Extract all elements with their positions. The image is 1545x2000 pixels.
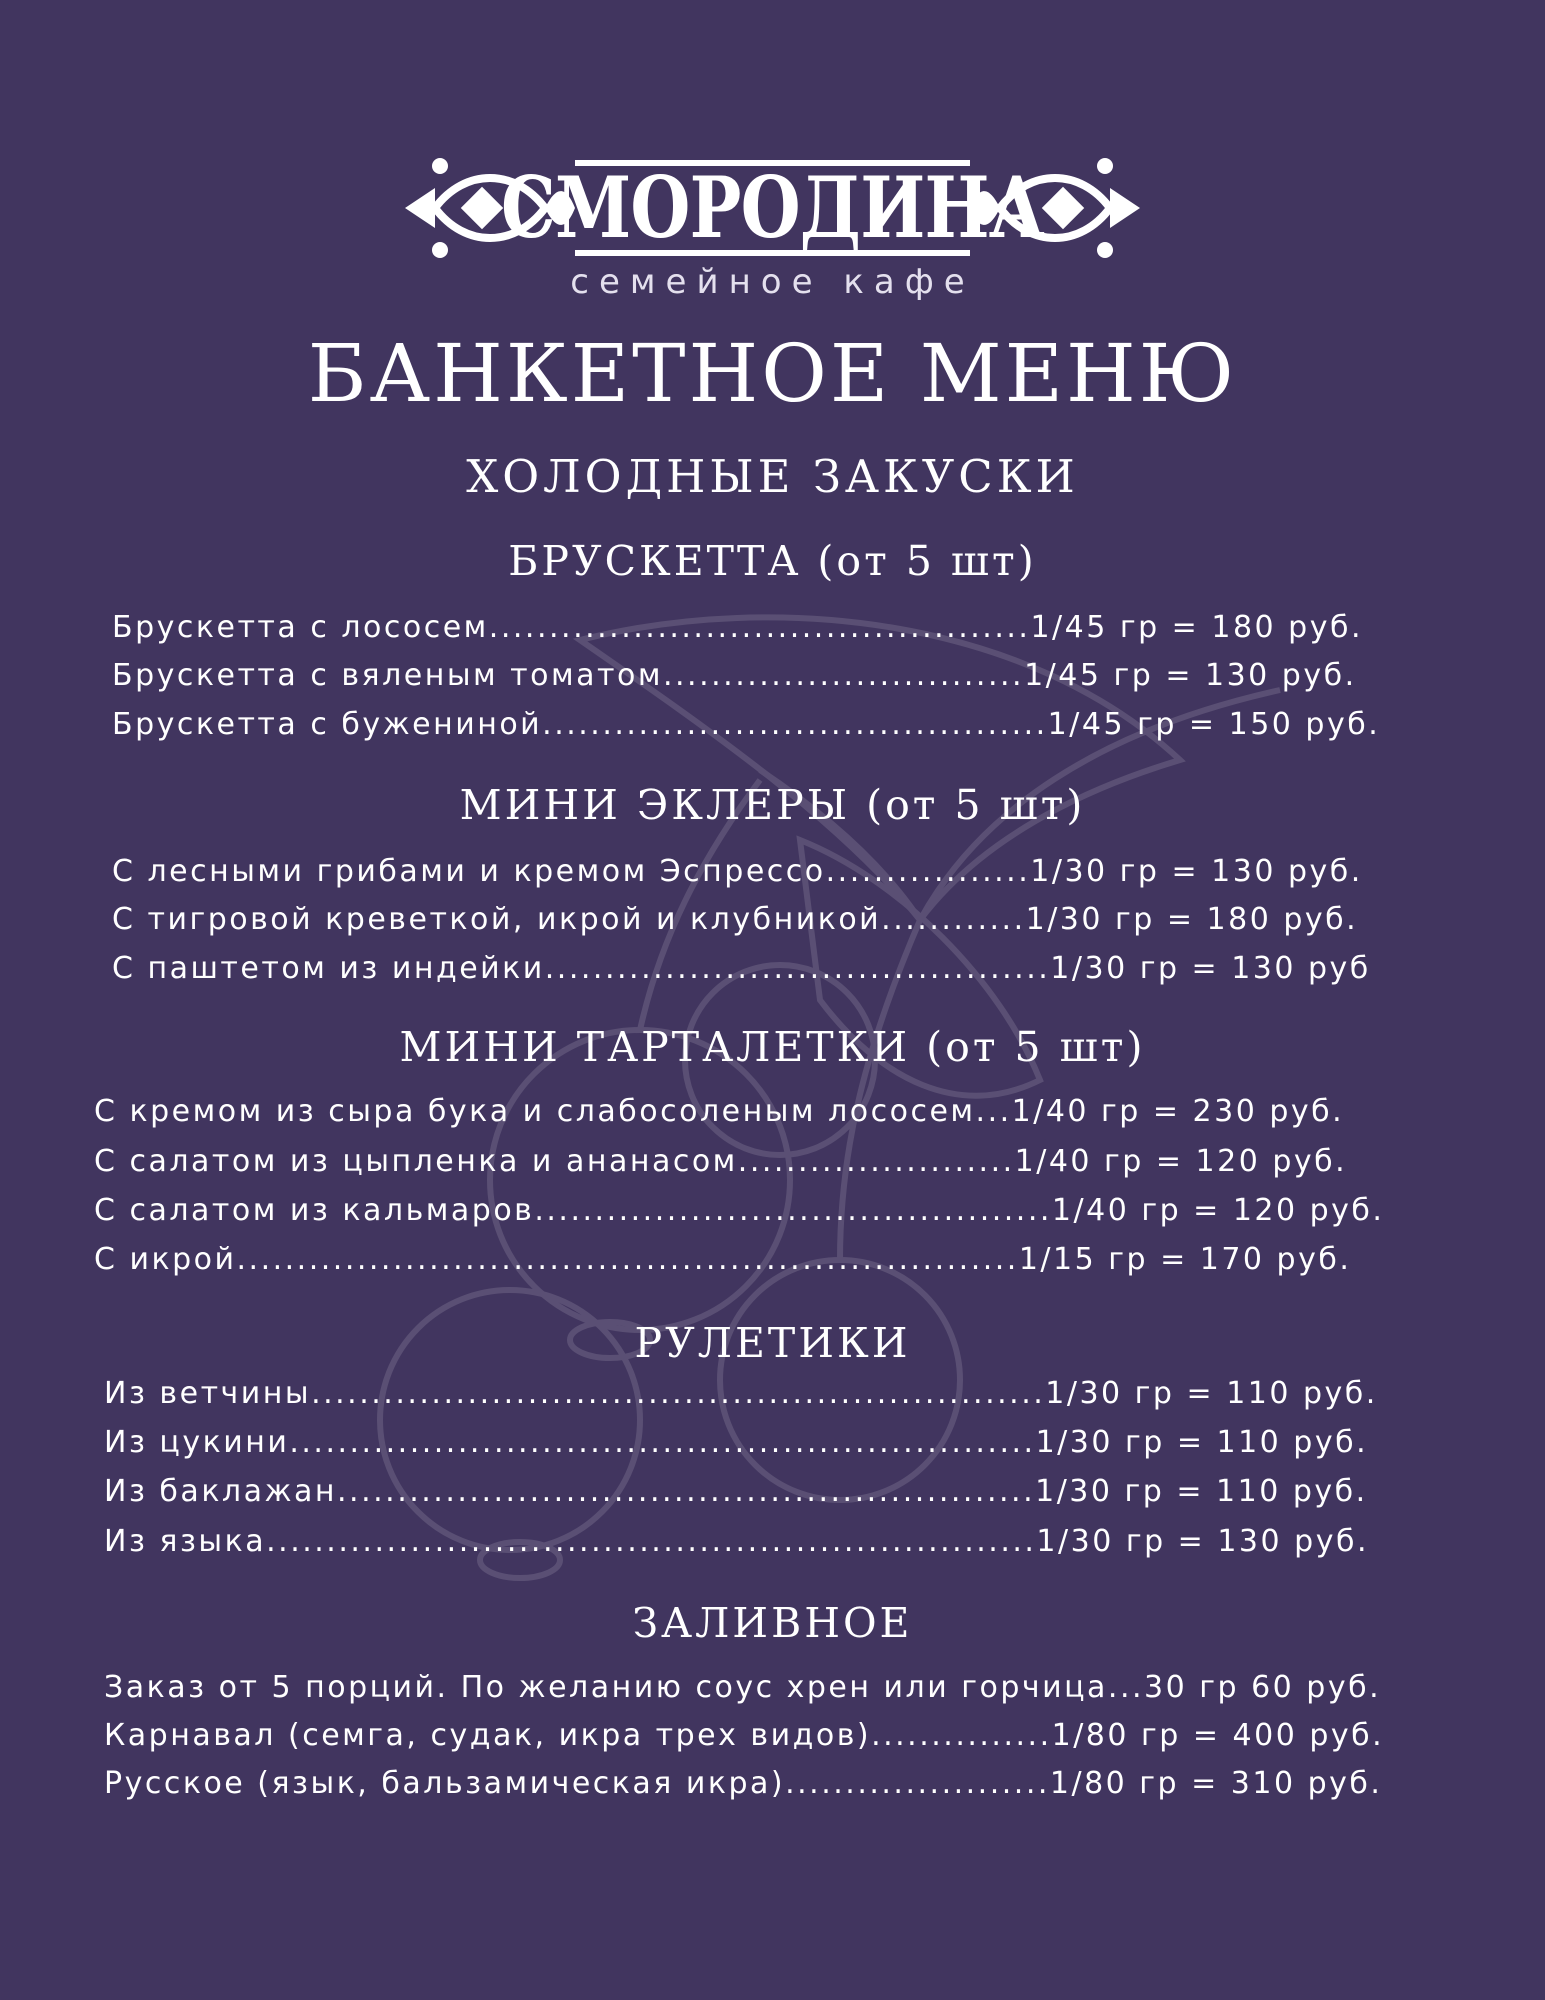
category-title: ХОЛОДНЫЕ ЗАКУСКИ	[466, 450, 1079, 503]
menu-item: Брускетта с лососем.............................................1/45 гр = 180 руб.	[112, 610, 1363, 645]
section-title-mini-eclairs: МИНИ ЭКЛЕРЫ (от 5 шт)	[459, 781, 1086, 829]
menu-item: Брускетта с вяленым томатом..............................1/45 гр = 130 руб.	[112, 658, 1357, 693]
logo-tagline: семейное кафе	[570, 262, 975, 302]
menu-item: Заказ от 5 порций. По желанию соус хрен или горчица...30 гр 60 руб.	[104, 1670, 1382, 1705]
menu-item: Из цукини..............................................................1/30 гр = 110 руб.	[104, 1425, 1369, 1460]
menu-item: С салатом из цыпленка и ананасом.......................1/40 гр = 120 руб.	[94, 1144, 1348, 1179]
menu-item: С салатом из кальмаров...........................................1/40 гр = 120 руб.	[94, 1193, 1385, 1228]
section-title-mini-tartlets: МИНИ ТАРТАЛЕТКИ (от 5 шт)	[399, 1023, 1146, 1071]
menu-item: С паштетом из индейки..........................................1/30 гр = 130 руб	[112, 951, 1371, 986]
menu-item: С кремом из сыра бука и слабосоленым лососем...1/40 гр = 230 руб.	[94, 1094, 1345, 1129]
cafe-logo	[395, 148, 1150, 268]
logo-name: СМОРОДИНА	[501, 158, 1044, 257]
section-title-rolls: РУЛЕТИКИ	[634, 1319, 911, 1367]
menu-item: С лесными грибами и кремом Эспрессо.................1/30 гр = 130 руб.	[112, 854, 1363, 889]
menu-item: С икрой.................................................................1/15 гр = 170 руб.	[94, 1242, 1352, 1277]
menu-item: Русское (язык, бальзамическая икра)......................1/80 гр = 310 руб.	[104, 1766, 1383, 1801]
menu-item: Карнавал (семга, судак, икра трех видов)...............1/80 гр = 400 руб.	[104, 1718, 1385, 1753]
menu-item: С тигровой креветкой, икрой и клубникой............1/30 гр = 180 руб.	[112, 902, 1359, 937]
menu-item: Из языка................................................................1/30 гр = 130 руб.	[104, 1524, 1369, 1559]
section-title-bruschetta: БРУСКЕТТА (от 5 шт)	[508, 537, 1037, 585]
section-title-aspic: ЗАЛИВНОЕ	[632, 1599, 913, 1647]
menu-item: Брускетта с бужениной..........................................1/45 гр = 150 руб.	[112, 707, 1381, 742]
page-title: БАНКЕТНОЕ МЕНЮ	[307, 327, 1238, 420]
menu-item: Из ветчины.............................................................1/30 гр = 110 руб.	[104, 1376, 1378, 1411]
menu-item: Из баклажан..........................................................1/30 гр = 110 руб.	[104, 1474, 1368, 1509]
